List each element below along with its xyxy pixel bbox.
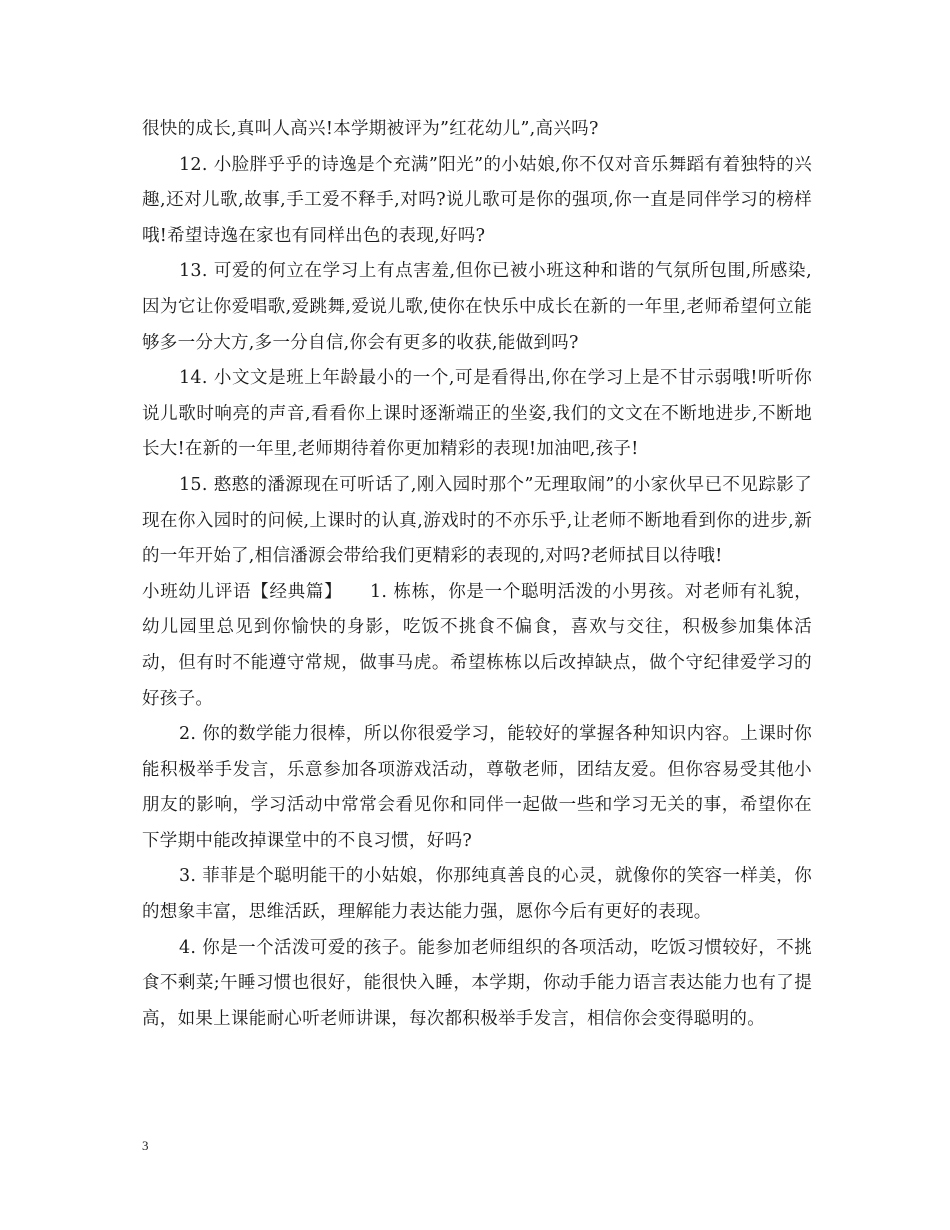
- paragraph-comment-14: 14. 小文文是班上年龄最小的一个,可是看得出,你在学习上是不甘示弱哦!听听你说儿歌时响亮的声音,看看你上课时逐渐端正的坐姿,我们的文文在不断地进步,不断地长大!在新的一年里,老师期待着你更加精彩的表现!加油吧,孩子!: [142, 368, 812, 460]
- section-heading-classic: 小班幼儿评语【经典篇】 1. 栋栋，你是一个聪明活泼的小男孩。对老师有礼貌，幼儿园里总见到你愉快的身影，吃饭不挑食不偏食，喜欢与交往，积极参加集体活动，但有时不能遵守常规，做事马虎。希望栋栋以后改掉缺点，做个守纪律爱学习的好孩子。: [142, 581, 812, 709]
- paragraph-classic-2: 2. 你的数学能力很棒，所以你很爱学习，能较好的掌握各种知识内容。上课时你能积极举手发言，乐意参加各项游戏活动，尊敬老师，团结友爱。但你容易受其他小朋友的影响，学习活动中常常会看见你和同伴一起做一些和学习无关的事，希望你在下学期中能改掉课堂中的不良习惯，好吗?: [142, 724, 812, 851]
- document-body: [142, 112, 812, 1037]
- paragraph-comment-12: 12. 小脸胖乎乎的诗逸是个充满”阳光”的小姑娘,你不仅对音乐舞蹈有着独特的兴趣,还对儿歌,故事,手工爱不释手,对吗?说儿歌可是你的强项,你一直是同伴学习的榜样哦!希望诗逸在家也有同样出色的表现,好吗?: [142, 154, 812, 246]
- paragraph-classic-4: 4. 你是一个活泼可爱的孩子。能参加老师组织的各项活动，吃饭习惯较好，不挑食不剩菜;午睡习惯也很好，能很快入睡，本学期，你动手能力语言表达能力也有了提高，如果上课能耐心听老师讲课，每次都积极举手发言，相信你会变得聪明的。: [142, 937, 812, 1029]
- paragraph-comment-13: 13. 可爱的何立在学习上有点害羞,但你已被小班这种和谐的气氛所包围,所感染,因为它让你爱唱歌,爱跳舞,爱说儿歌,使你在快乐中成长在新的一年里,老师希望何立能够多一分大方,多一分自信,你会有更多的收获,能做到吗?: [142, 261, 812, 353]
- paragraph-continuation: 很快的成长,真叫人高兴!本学期被评为”红花幼儿”,高兴吗?: [142, 119, 599, 139]
- page-number: 3: [142, 1138, 149, 1153]
- paragraph-comment-15: 15. 憨憨的潘源现在可听话了,刚入园时那个”无理取闹”的小家伙早已不见踪影了现在你入园时的问候,上课时的认真,游戏时的不亦乐乎,让老师不断地看到你的进步,新的一年开始了,相信潘源会带给我们更精彩的表现的,对吗?老师拭目以待哦!: [142, 474, 812, 567]
- paragraph-classic-3: 3. 菲菲是个聪明能干的小姑娘，你那纯真善良的心灵，就像你的笑容一样美，你的想象丰富，思维活跃，理解能力表达能力强，愿你今后有更好的表现。: [142, 866, 812, 923]
